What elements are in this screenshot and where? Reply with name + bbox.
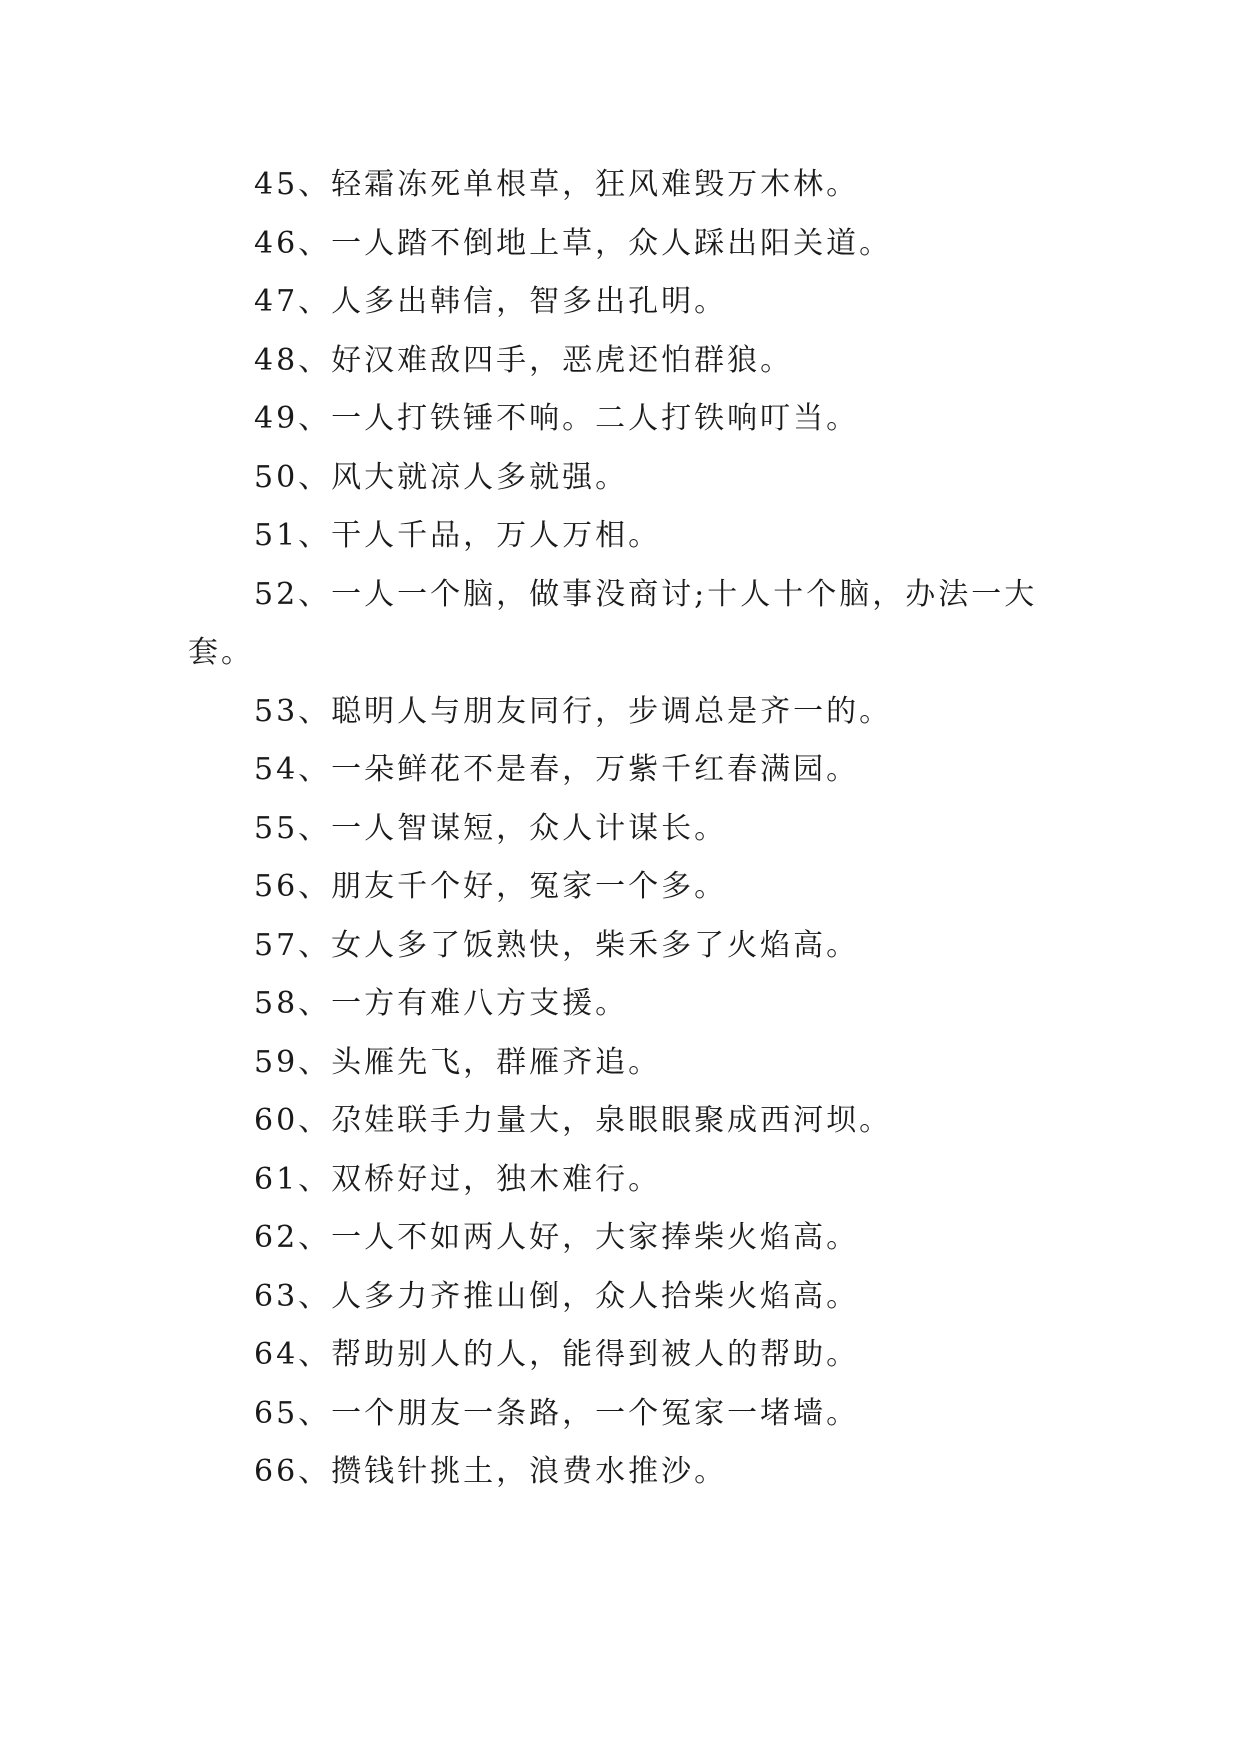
list-item: 57、女人多了饭熟快，柴禾多了火焰高。: [254, 927, 860, 963]
list-item: 64、帮助别人的人，能得到被人的帮助。: [254, 1337, 860, 1372]
list-item: 54、一朵鲜花不是春，万紫千红春满园。: [254, 752, 860, 787]
list-item: 48、好汉难敌四手，恶虎还怕群狼。: [254, 342, 794, 378]
list-item: 49、一人打铁锤不响。二人打铁响叮当。: [254, 401, 860, 436]
list-item: 51、干人千品，万人万相。: [254, 518, 662, 553]
list-item: 59、头雁先飞，群雁齐追。: [254, 1044, 662, 1080]
list-item: 56、朋友千个好，冤家一个多。: [254, 869, 728, 904]
list-item: 47、人多出韩信，智多出孔明。: [254, 284, 728, 319]
list-item: 60、尕娃联手力量大，泉眼眼聚成西河坝。: [254, 1103, 893, 1138]
list-item: 46、一人踏不倒地上草，众人踩出阳关道。: [254, 225, 893, 261]
list-item: 52、一人一个脑，做事没商讨;十人十个脑，办法一大套。: [188, 576, 1038, 670]
proverb-list: [188, 156, 1058, 1502]
list-item: 63、人多力齐推山倒，众人拾柴火焰高。: [254, 1278, 860, 1314]
list-item: 58、一方有难八方支援。: [254, 986, 629, 1021]
list-item: 45、轻霜冻死单根草，狂风难毁万木林。: [254, 167, 860, 202]
list-item: 65、一个朋友一条路，一个冤家一堵墙。: [254, 1395, 860, 1431]
list-item: 66、攒钱针挑土，浪费水推沙。: [254, 1454, 728, 1489]
list-item: 62、一人不如两人好，大家捧柴火焰高。: [254, 1220, 860, 1255]
list-item: 50、风大就凉人多就强。: [254, 459, 629, 495]
list-item: 61、双桥好过，独木难行。: [254, 1161, 662, 1197]
list-item: 53、聪明人与朋友同行，步调总是齐一的。: [254, 693, 893, 729]
list-item: 55、一人智谋短，众人计谋长。: [254, 810, 728, 846]
